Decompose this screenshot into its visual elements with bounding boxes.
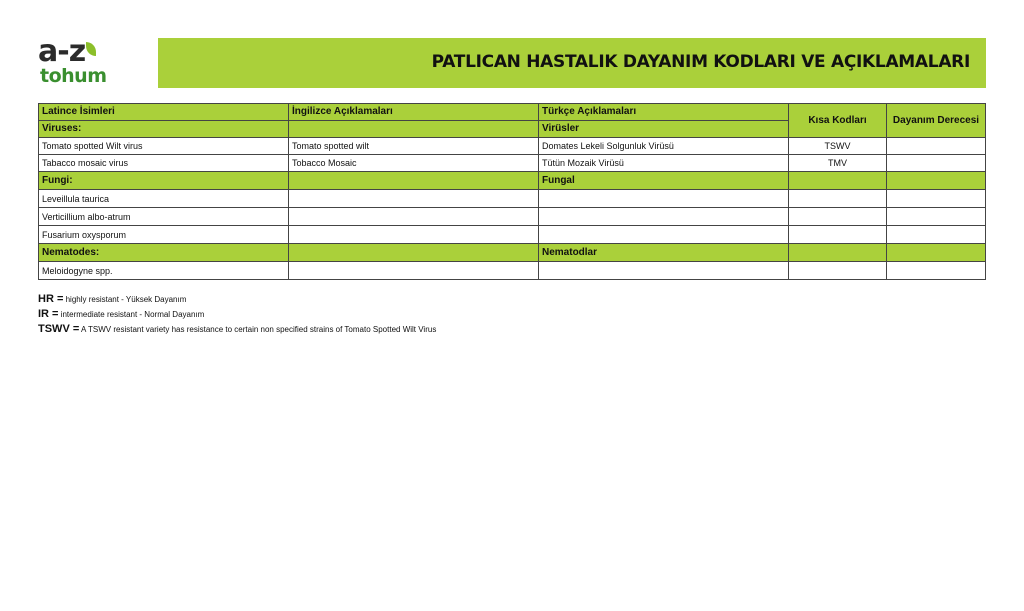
section-row-nematodes	[39, 244, 986, 262]
cell-latin: Tabacco mosaic virus	[39, 155, 289, 172]
section-fungi-latin: Fungi:	[39, 172, 289, 190]
table-row	[39, 190, 986, 208]
cell-code: TMV	[789, 155, 887, 172]
table-row	[39, 226, 986, 244]
cell-code: TSWV	[789, 138, 887, 155]
cell-latin: Verticillium albo-atrum	[39, 208, 289, 226]
cell-turkish: Domates Lekeli Solgunluk Virüsü	[539, 138, 789, 155]
table-header-row	[39, 104, 986, 121]
header-turkish: Türkçe Açıklamaları	[539, 104, 789, 121]
cell-english: Tobacco Mosaic	[289, 155, 539, 172]
note-hr: HR = highly resistant - Yüksek Dayanım	[38, 293, 187, 305]
cell-latin: Fusarium oxysporum	[39, 226, 289, 244]
table-row	[39, 155, 986, 172]
section-viruses-latin: Viruses:	[39, 121, 289, 138]
cell-english: Tomato spotted wilt	[289, 138, 539, 155]
header-latin: Latince İsimleri	[39, 104, 289, 121]
note-tswv: TSWV = A TSWV resistant variety has resistance to certain non specified strains of Tomato Spotted Wilt Virus	[38, 323, 437, 335]
header-degree: Dayanım Derecesi	[887, 104, 986, 138]
title-bar	[158, 38, 986, 88]
note-ir: IR = intermediate resistant - Normal Dayanım	[38, 308, 205, 320]
table-row	[39, 208, 986, 226]
legend-notes	[38, 292, 436, 337]
cell-degree	[887, 138, 986, 155]
page-title: PATLICAN HASTALIK DAYANIM KODLARI VE AÇIKLAMALARI	[431, 52, 970, 72]
leaf-icon	[86, 42, 96, 56]
section-nematodes-turkish: Nematodlar	[539, 244, 789, 262]
resistance-table	[38, 103, 986, 280]
section-row-fungi	[39, 172, 986, 190]
section-viruses-english	[289, 121, 539, 138]
logo-az: a-z	[38, 34, 86, 69]
table-row	[39, 138, 986, 155]
logo-tohum: tohum	[40, 65, 107, 87]
cell-turkish: Tütün Mozaik Virüsü	[539, 155, 789, 172]
cell-latin: Tomato spotted Wilt virus	[39, 138, 289, 155]
cell-latin: Meloidogyne spp.	[39, 262, 289, 280]
section-nematodes-latin: Nematodes:	[39, 244, 289, 262]
header-code: Kısa Kodları	[789, 104, 887, 138]
cell-degree	[887, 155, 986, 172]
section-viruses-turkish: Virüsler	[539, 121, 789, 138]
section-fungi-turkish: Fungal	[539, 172, 789, 190]
header-english: İngilizce Açıklamaları	[289, 104, 539, 121]
table-row	[39, 262, 986, 280]
company-logo	[36, 34, 116, 92]
cell-latin: Leveillula taurica	[39, 190, 289, 208]
